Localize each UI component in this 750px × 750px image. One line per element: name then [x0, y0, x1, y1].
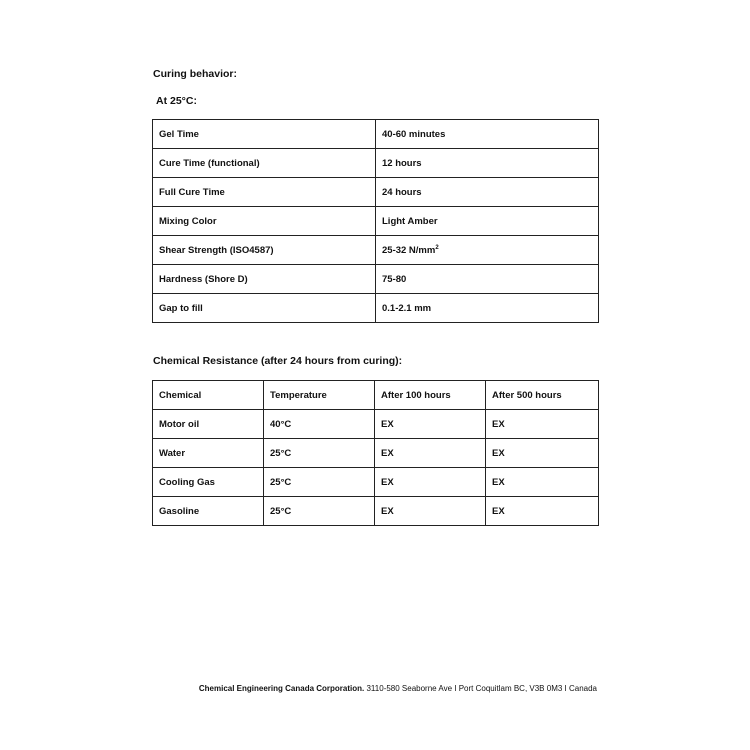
property-label: Mixing Color — [153, 207, 376, 236]
property-label: Shear Strength (ISO4587) — [153, 236, 376, 265]
table-row — [153, 265, 599, 294]
rating-500h-cell: EX — [486, 497, 599, 526]
property-label: Hardness (Shore D) — [153, 265, 376, 294]
rating-100h-cell: EX — [375, 497, 486, 526]
table-row — [153, 468, 599, 497]
curing-table — [152, 119, 599, 323]
property-value: 24 hours — [376, 178, 599, 207]
temperature-cell: 25°C — [264, 497, 375, 526]
curing-behavior-heading: Curing behavior: — [153, 68, 238, 80]
column-header: After 100 hours — [375, 381, 486, 410]
property-value: 12 hours — [376, 149, 599, 178]
chemical-resistance-heading: Chemical Resistance (after 24 hours from curing): — [153, 355, 403, 367]
temperature-cell: 25°C — [264, 439, 375, 468]
rating-500h-cell: EX — [486, 410, 599, 439]
table-row — [153, 178, 599, 207]
table-row — [153, 439, 599, 468]
footer-address: 3110-580 Seaborne Ave I Port Coquitlam BC, V3B 0M3 I Canada — [366, 684, 597, 693]
property-label: Gap to fill — [153, 294, 376, 323]
temperature-subheading: At 25°C: — [156, 95, 197, 107]
table-row — [153, 120, 599, 149]
property-label: Gel Time — [153, 120, 376, 149]
temperature-cell: 25°C — [264, 468, 375, 497]
table-row — [153, 207, 599, 236]
shear-strength-value: 25-32 N/mm — [382, 244, 436, 256]
property-value: 0.1-2.1 mm — [376, 294, 599, 323]
property-value: Light Amber — [376, 207, 599, 236]
property-label: Cure Time (functional) — [153, 149, 376, 178]
property-value — [376, 236, 599, 265]
column-header: Temperature — [264, 381, 375, 410]
chemical-resistance-table — [152, 380, 599, 526]
column-header: Chemical — [153, 381, 264, 410]
chemical-name: Motor oil — [153, 410, 264, 439]
superscript-exponent: 2 — [435, 244, 439, 251]
table-header-row — [153, 381, 599, 410]
table-row — [153, 236, 599, 265]
rating-500h-cell: EX — [486, 468, 599, 497]
table-row — [153, 410, 599, 439]
chemical-name: Water — [153, 439, 264, 468]
rating-500h-cell: EX — [486, 439, 599, 468]
property-label: Full Cure Time — [153, 178, 376, 207]
rating-100h-cell: EX — [375, 468, 486, 497]
table-row — [153, 294, 599, 323]
table-row — [153, 149, 599, 178]
column-header: After 500 hours — [486, 381, 599, 410]
chemical-name: Cooling Gas — [153, 468, 264, 497]
property-value: 75-80 — [376, 265, 599, 294]
rating-100h-cell: EX — [375, 410, 486, 439]
page-footer — [199, 684, 597, 693]
table-row — [153, 497, 599, 526]
chemical-name: Gasoline — [153, 497, 264, 526]
temperature-cell: 40°C — [264, 410, 375, 439]
footer-company: Chemical Engineering Canada Corporation. — [198, 684, 365, 693]
rating-100h-cell: EX — [375, 439, 486, 468]
property-value: 40-60 minutes — [376, 120, 599, 149]
